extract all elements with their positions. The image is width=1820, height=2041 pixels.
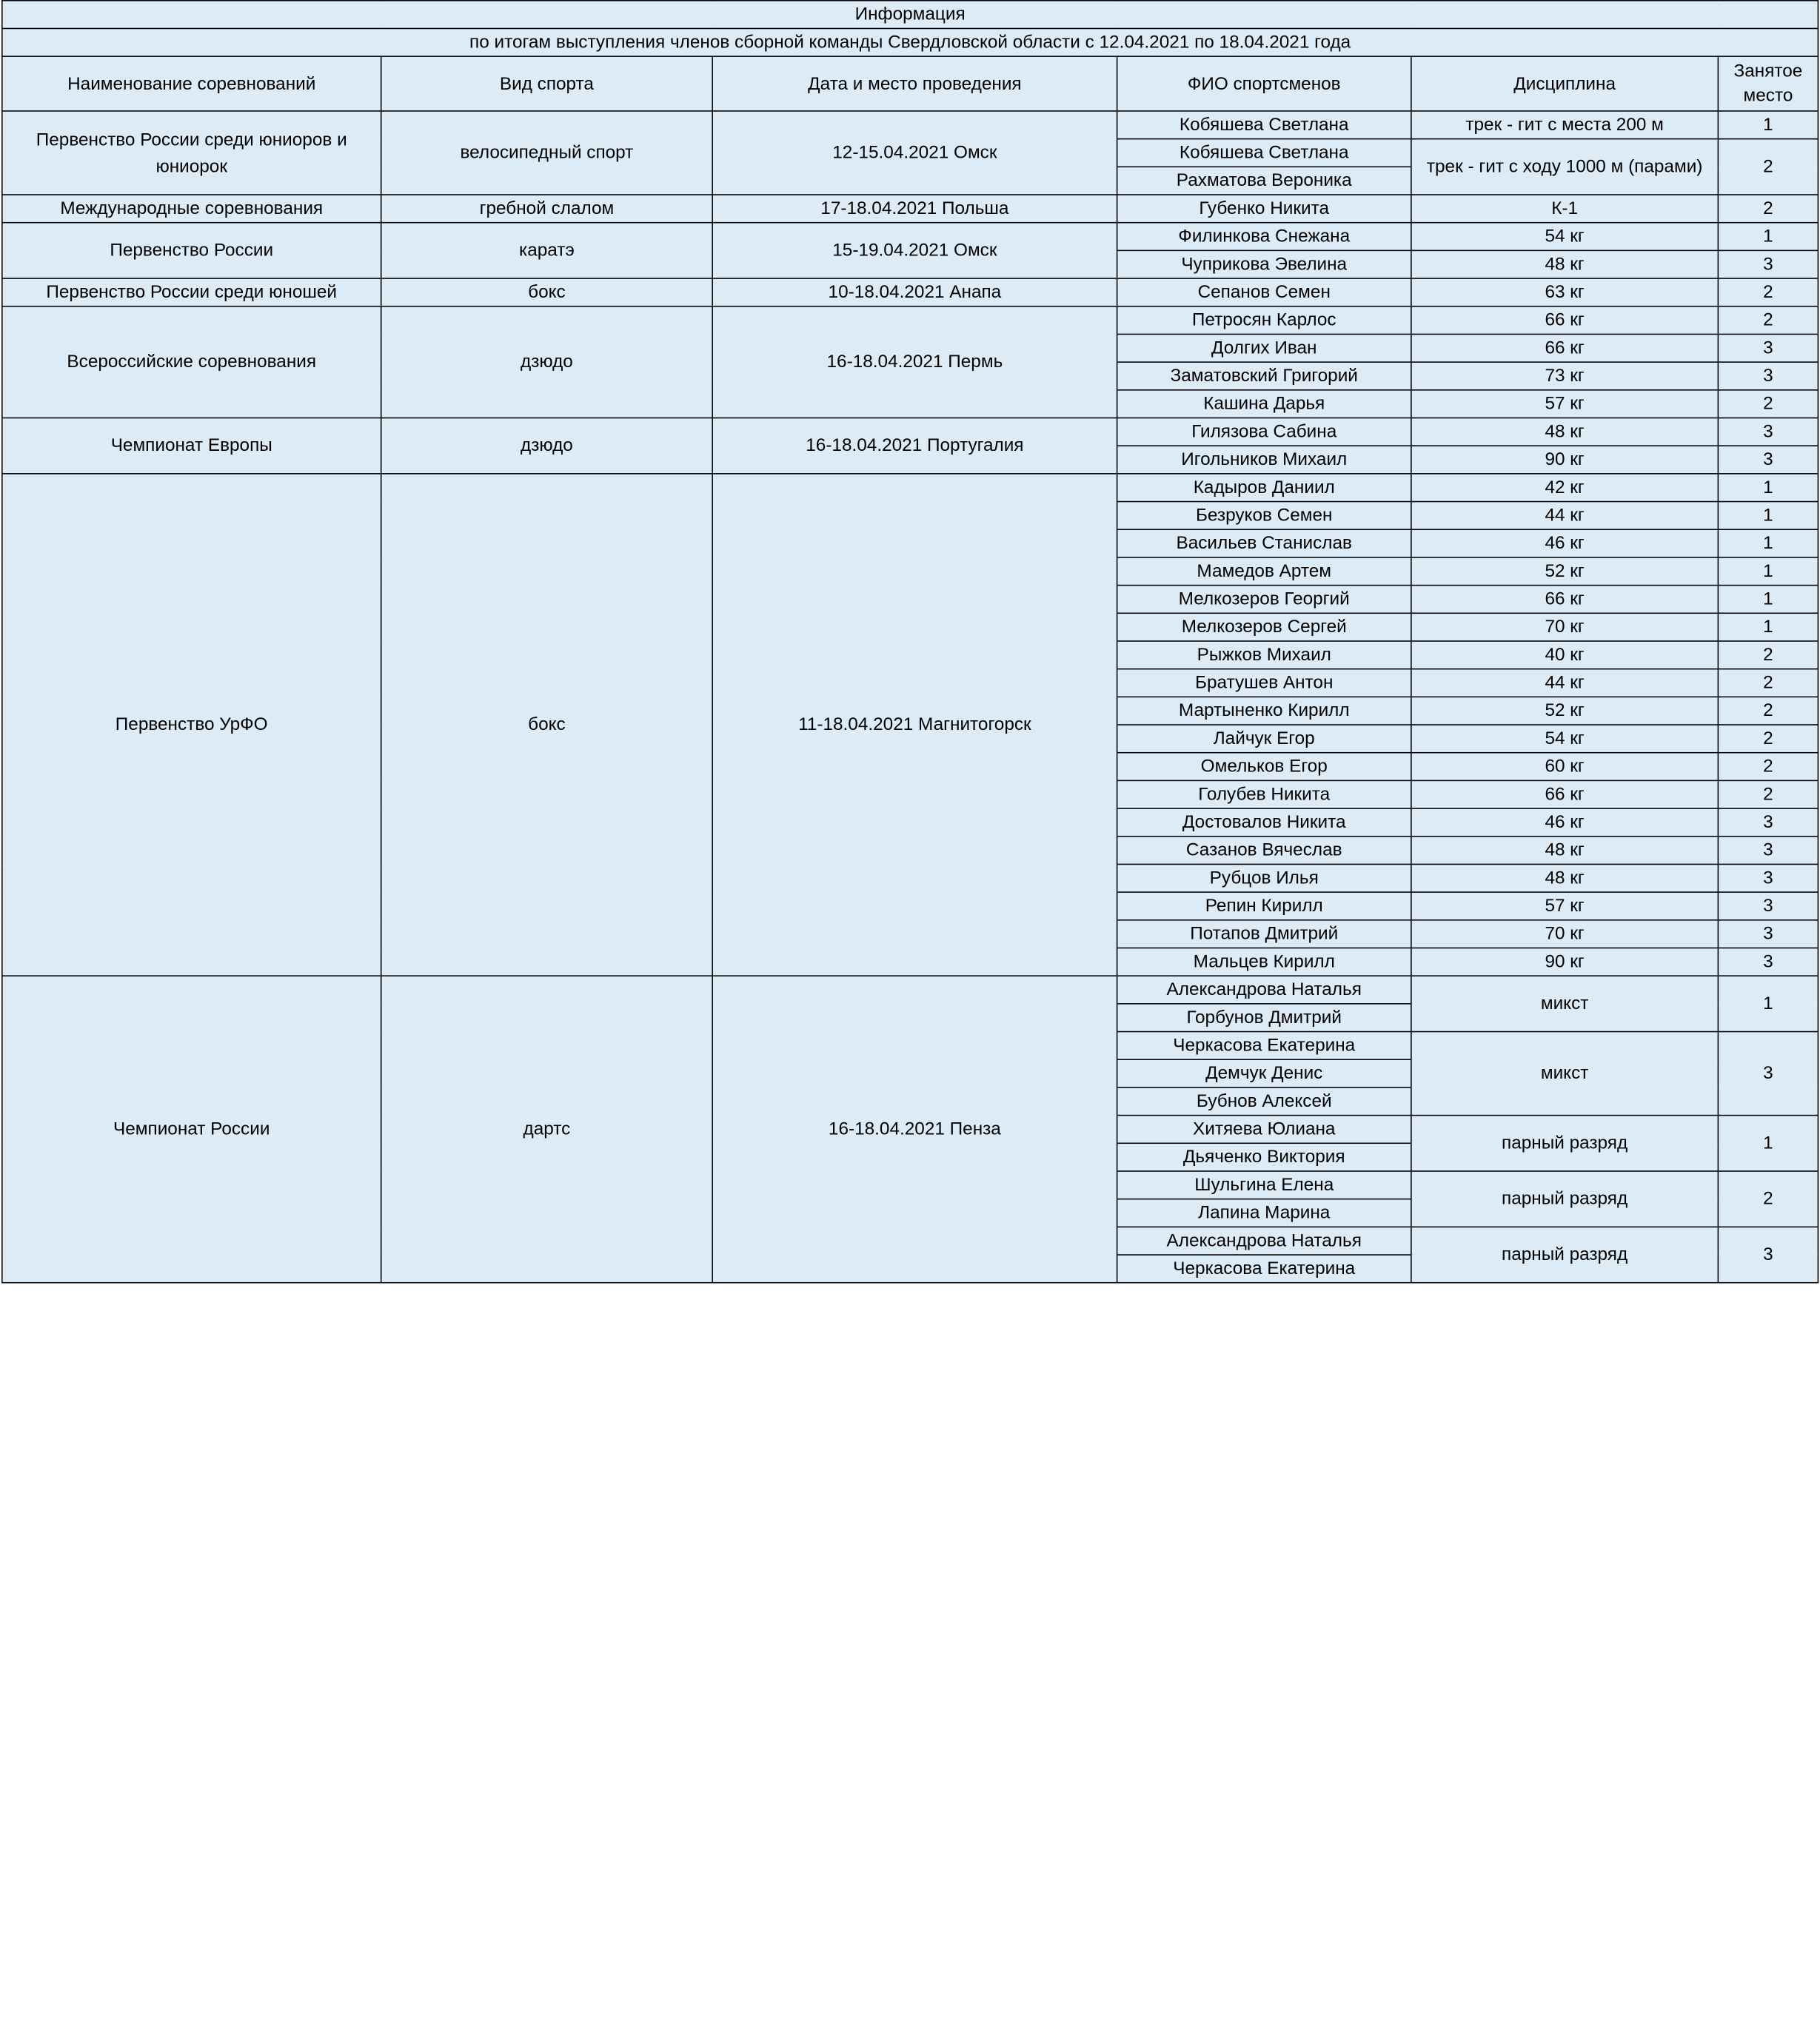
athlete-cell: Хитяева Юлиана — [1117, 1116, 1411, 1144]
sport-cell: бокс — [381, 474, 713, 976]
header-row — [2, 56, 1819, 111]
place-cell: 3 — [1718, 864, 1818, 892]
athlete-cell: Шульгина Елена — [1117, 1171, 1411, 1199]
place-cell: 3 — [1718, 948, 1818, 976]
athlete-cell: Кашина Дарья — [1117, 390, 1411, 418]
table-row — [2, 111, 1819, 139]
discipline-cell: микст — [1411, 976, 1719, 1031]
athlete-cell: Дьяченко Виктория — [1117, 1143, 1411, 1171]
place-cell: 2 — [1718, 195, 1818, 223]
table-row — [2, 306, 1819, 335]
discipline-cell: 52 кг — [1411, 557, 1719, 586]
discipline-cell: 54 кг — [1411, 223, 1719, 251]
sport-cell: гребной слалом — [381, 195, 713, 223]
competition-name-cell: Первенство УрФО — [2, 474, 381, 976]
athlete-cell: Потапов Дмитрий — [1117, 920, 1411, 948]
header-competition: Наименование соревнований — [2, 56, 381, 111]
discipline-cell: трек - гит с ходу 1000 м (парами) — [1411, 139, 1719, 195]
place-cell: 2 — [1718, 780, 1818, 808]
discipline-cell: 73 кг — [1411, 362, 1719, 390]
discipline-cell: К-1 — [1411, 195, 1719, 223]
competition-name-cell: Международные соревнования — [2, 195, 381, 223]
athlete-cell: Достовалов Никита — [1117, 808, 1411, 837]
title-row — [2, 1, 1819, 29]
place-cell: 3 — [1718, 920, 1818, 948]
discipline-cell: 48 кг — [1411, 864, 1719, 892]
athlete-cell: Демчук Денис — [1117, 1059, 1411, 1087]
athlete-cell: Мальцев Кирилл — [1117, 948, 1411, 976]
competition-name-cell: Первенство России среди юношей — [2, 278, 381, 306]
place-cell: 3 — [1718, 334, 1818, 362]
athlete-cell: Бубнов Алексей — [1117, 1087, 1411, 1116]
athlete-cell: Губенко Никита — [1117, 195, 1411, 223]
date-place-cell: 15-19.04.2021 Омск — [712, 223, 1117, 278]
place-cell: 1 — [1718, 1116, 1818, 1171]
athlete-cell: Голубев Никита — [1117, 780, 1411, 808]
athlete-cell: Петросян Карлос — [1117, 306, 1411, 335]
sport-cell: дартс — [381, 976, 713, 1283]
discipline-cell: 42 кг — [1411, 474, 1719, 502]
report-subtitle: по итогам выступления членов сборной команды Свердловской области с 12.04.2021 по 18.04.2021 года — [2, 28, 1819, 56]
sport-cell: дзюдо — [381, 306, 713, 418]
table-row — [2, 223, 1819, 251]
discipline-cell: 57 кг — [1411, 390, 1719, 418]
place-cell: 2 — [1718, 139, 1818, 195]
discipline-cell: 66 кг — [1411, 586, 1719, 614]
athlete-cell: Рубцов Илья — [1117, 864, 1411, 892]
header-athletes: ФИО спортсменов — [1117, 56, 1411, 111]
place-cell: 2 — [1718, 725, 1818, 753]
place-cell: 1 — [1718, 613, 1818, 641]
athlete-cell: Омельков Егор — [1117, 753, 1411, 781]
discipline-cell: 66 кг — [1411, 334, 1719, 362]
place-cell: 3 — [1718, 808, 1818, 837]
discipline-cell: трек - гит с места 200 м — [1411, 111, 1719, 139]
header-sport: Вид спорта — [381, 56, 713, 111]
place-cell: 1 — [1718, 557, 1818, 586]
discipline-cell: 66 кг — [1411, 780, 1719, 808]
place-cell: 3 — [1718, 1032, 1818, 1116]
athlete-cell: Гилязова Сабина — [1117, 418, 1411, 446]
athlete-cell: Игольников Михаил — [1117, 446, 1411, 474]
place-cell: 3 — [1718, 837, 1818, 865]
place-cell: 3 — [1718, 892, 1818, 920]
athlete-cell: Лапина Марина — [1117, 1199, 1411, 1227]
athlete-cell: Кобяшева Светлана — [1117, 139, 1411, 167]
place-cell: 3 — [1718, 446, 1818, 474]
athlete-cell: Лайчук Егор — [1117, 725, 1411, 753]
athlete-cell: Долгих Иван — [1117, 334, 1411, 362]
athlete-cell: Чуприкова Эвелина — [1117, 250, 1411, 278]
sport-cell: велосипедный спорт — [381, 111, 713, 195]
place-cell: 1 — [1718, 529, 1818, 557]
date-place-cell: 12-15.04.2021 Омск — [712, 111, 1117, 195]
date-place-cell: 16-18.04.2021 Пенза — [712, 976, 1117, 1283]
header-discipline: Дисциплина — [1411, 56, 1719, 111]
sport-cell: каратэ — [381, 223, 713, 278]
discipline-cell: 48 кг — [1411, 837, 1719, 865]
athlete-cell: Братушев Антон — [1117, 669, 1411, 697]
table-row — [2, 195, 1819, 223]
discipline-cell: 44 кг — [1411, 669, 1719, 697]
discipline-cell: 54 кг — [1411, 725, 1719, 753]
discipline-cell: 90 кг — [1411, 446, 1719, 474]
place-cell: 1 — [1718, 223, 1818, 251]
athlete-cell: Филинкова Снежана — [1117, 223, 1411, 251]
athlete-cell: Мелкозеров Георгий — [1117, 586, 1411, 614]
discipline-cell: 57 кг — [1411, 892, 1719, 920]
athlete-cell: Мамедов Артем — [1117, 557, 1411, 586]
competition-name-cell: Первенство России среди юниоров и юниорок — [2, 111, 381, 195]
sport-cell: дзюдо — [381, 418, 713, 473]
athlete-cell: Сазанов Вячеслав — [1117, 837, 1411, 865]
athlete-cell: Александрова Наталья — [1117, 976, 1411, 1004]
results-sheet — [1, 0, 1820, 2041]
place-cell: 1 — [1718, 976, 1818, 1031]
competition-name-cell: Чемпионат России — [2, 976, 381, 1283]
results-table — [1, 0, 1819, 1284]
discipline-cell: 40 кг — [1411, 641, 1719, 669]
date-place-cell: 16-18.04.2021 Пермь — [712, 306, 1117, 418]
date-place-cell: 10-18.04.2021 Анапа — [712, 278, 1117, 306]
competition-name-cell: Чемпионат Европы — [2, 418, 381, 473]
athlete-cell: Мартыненко Кирилл — [1117, 697, 1411, 725]
header-place: Занятое место — [1718, 56, 1818, 111]
discipline-cell: 46 кг — [1411, 808, 1719, 837]
table-row — [2, 278, 1819, 306]
header-date-place: Дата и место проведения — [712, 56, 1117, 111]
place-cell: 3 — [1718, 418, 1818, 446]
discipline-cell: 70 кг — [1411, 920, 1719, 948]
athlete-cell: Сепанов Семен — [1117, 278, 1411, 306]
discipline-cell: 90 кг — [1411, 948, 1719, 976]
place-cell: 3 — [1718, 250, 1818, 278]
place-cell: 1 — [1718, 111, 1818, 139]
place-cell: 2 — [1718, 697, 1818, 725]
athlete-cell: Александрова Наталья — [1117, 1227, 1411, 1255]
discipline-cell: 70 кг — [1411, 613, 1719, 641]
athlete-cell: Черкасова Екатерина — [1117, 1032, 1411, 1060]
athlete-cell: Горбунов Дмитрий — [1117, 1004, 1411, 1032]
date-place-cell: 16-18.04.2021 Португалия — [712, 418, 1117, 473]
discipline-cell: 60 кг — [1411, 753, 1719, 781]
place-cell: 2 — [1718, 306, 1818, 335]
place-cell: 2 — [1718, 278, 1818, 306]
athlete-cell: Репин Кирилл — [1117, 892, 1411, 920]
athlete-cell: Рахматова Вероника — [1117, 167, 1411, 195]
table-row — [2, 418, 1819, 446]
sport-cell: бокс — [381, 278, 713, 306]
discipline-cell: парный разряд — [1411, 1116, 1719, 1171]
discipline-cell: 46 кг — [1411, 529, 1719, 557]
place-cell: 2 — [1718, 669, 1818, 697]
athlete-cell: Мелкозеров Сергей — [1117, 613, 1411, 641]
discipline-cell: парный разряд — [1411, 1171, 1719, 1227]
table-row — [2, 474, 1819, 502]
athlete-cell: Заматовский Григорий — [1117, 362, 1411, 390]
discipline-cell: 52 кг — [1411, 697, 1719, 725]
discipline-cell: 63 кг — [1411, 278, 1719, 306]
discipline-cell: 48 кг — [1411, 418, 1719, 446]
report-title: Информация — [2, 1, 1819, 29]
athlete-cell: Черкасова Екатерина — [1117, 1255, 1411, 1283]
athlete-cell: Кобяшева Светлана — [1117, 111, 1411, 139]
place-cell: 2 — [1718, 753, 1818, 781]
athlete-cell: Безруков Семен — [1117, 502, 1411, 530]
competition-name-cell: Всероссийские соревнования — [2, 306, 381, 418]
subtitle-row — [2, 28, 1819, 56]
place-cell: 3 — [1718, 1227, 1818, 1282]
place-cell: 1 — [1718, 586, 1818, 614]
discipline-cell: микст — [1411, 1032, 1719, 1116]
athlete-cell: Рыжков Михаил — [1117, 641, 1411, 669]
discipline-cell: 48 кг — [1411, 250, 1719, 278]
table-row — [2, 976, 1819, 1004]
place-cell: 1 — [1718, 474, 1818, 502]
athlete-cell: Васильев Станислав — [1117, 529, 1411, 557]
discipline-cell: 66 кг — [1411, 306, 1719, 335]
place-cell: 1 — [1718, 502, 1818, 530]
competition-name-cell: Первенство России — [2, 223, 381, 278]
date-place-cell: 17-18.04.2021 Польша — [712, 195, 1117, 223]
place-cell: 2 — [1718, 390, 1818, 418]
place-cell: 2 — [1718, 1171, 1818, 1227]
date-place-cell: 11-18.04.2021 Магнитогорск — [712, 474, 1117, 976]
athlete-cell: Кадыров Даниил — [1117, 474, 1411, 502]
discipline-cell: 44 кг — [1411, 502, 1719, 530]
place-cell: 3 — [1718, 362, 1818, 390]
place-cell: 2 — [1718, 641, 1818, 669]
discipline-cell: парный разряд — [1411, 1227, 1719, 1282]
